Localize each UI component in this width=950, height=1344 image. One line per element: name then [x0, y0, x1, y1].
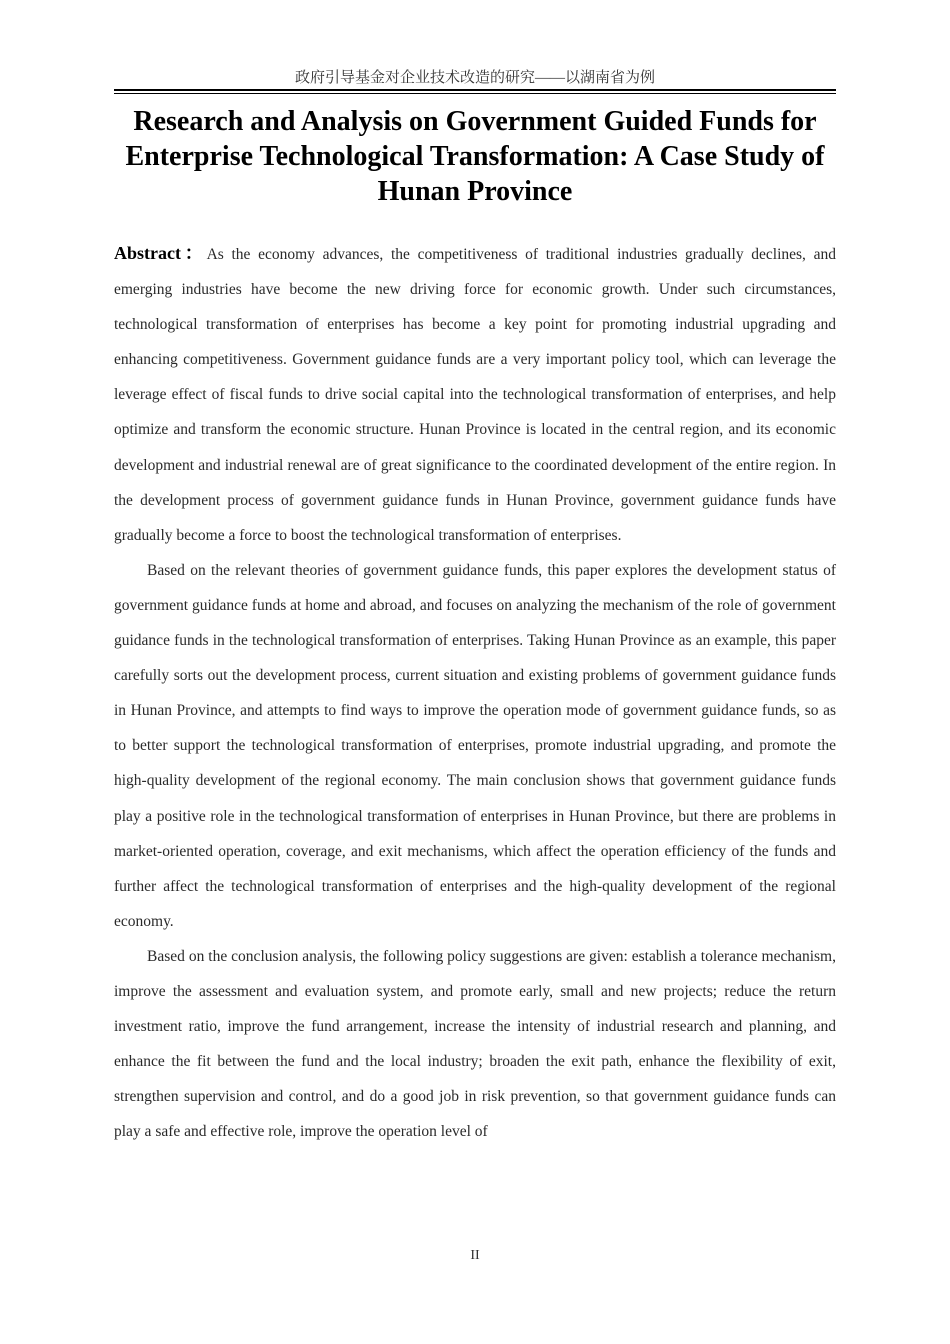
- abstract-paragraph-1-text: As the economy advances, the competitiveness of traditional industries gradually declines, and emerging industries have become the new driving force for economic growth. Under such circumstances, technological transformation of enterprises has become a key point for promoting industrial upgrading and enhancing competitiveness. Government guidance funds are a very important policy tool, which can leverage the leverage effect of fiscal funds to drive social capital into the technological transformation of enterprises, and help optimize and transform the economic structure. Hunan Province is located in the central region, and its economic development and industrial renewal are of great significance to the coordinated development of the entire region. In the development process of government guidance funds in Hunan Province, government guidance funds have gradually become a force to boost the technological transformation of enterprises.: [114, 246, 836, 544]
- page-number: II: [470, 1248, 480, 1263]
- abstract-section: [114, 236, 836, 1149]
- abstract-paragraph-2: Based on the relevant theories of government guidance funds, this paper explores the development status of government guidance funds at home and abroad, and focuses on analyzing the mechanism of the role of government guidance funds in the technological transformation of enterprises. Taking Hunan Province as an example, this paper carefully sorts out the development process, current situation and existing problems of government guidance funds in Hunan Province, and attempts to find ways to improve the operation mode of government guidance funds, so as to better support the technological transformation of enterprises, promote industrial upgrading, and promote the high-quality development of the regional economy. The main conclusion shows that government guidance funds play a positive role in the technological transformation of enterprises in Hunan Province, but there are problems in market-oriented operation, coverage, and exit mechanisms, which affect the operation efficiency of the funds and further affect the technological transformation of enterprises and the high-quality development of the regional economy.: [114, 561, 836, 930]
- abstract-paragraph-3: Based on the conclusion analysis, the following policy suggestions are given: establish a tolerance mechanism, improve the assessment and evaluation system, and promote early, small and new projects; reduce the return investment ratio, improve the fund arrangement, increase the intensity of industrial research and planning, and enhance the fit between the fund and the local industry; broaden the exit path, enhance the flexibility of exit, strengthen supervision and control, and do a good job in risk prevention, so that government guidance funds can play a safe and effective role, improve the operation level of: [114, 947, 836, 1141]
- abstract-paragraph-1: [114, 236, 836, 553]
- abstract-label: Abstract：: [114, 243, 207, 263]
- running-header: 政府引导基金对企业技术改造的研究——以湖南省为例: [294, 70, 655, 86]
- paper-title: Research and Analysis on Government Guided Funds for Enterprise Technological Transformation: A Case Study of Hunan Province: [125, 106, 825, 207]
- header-rule: [114, 89, 836, 94]
